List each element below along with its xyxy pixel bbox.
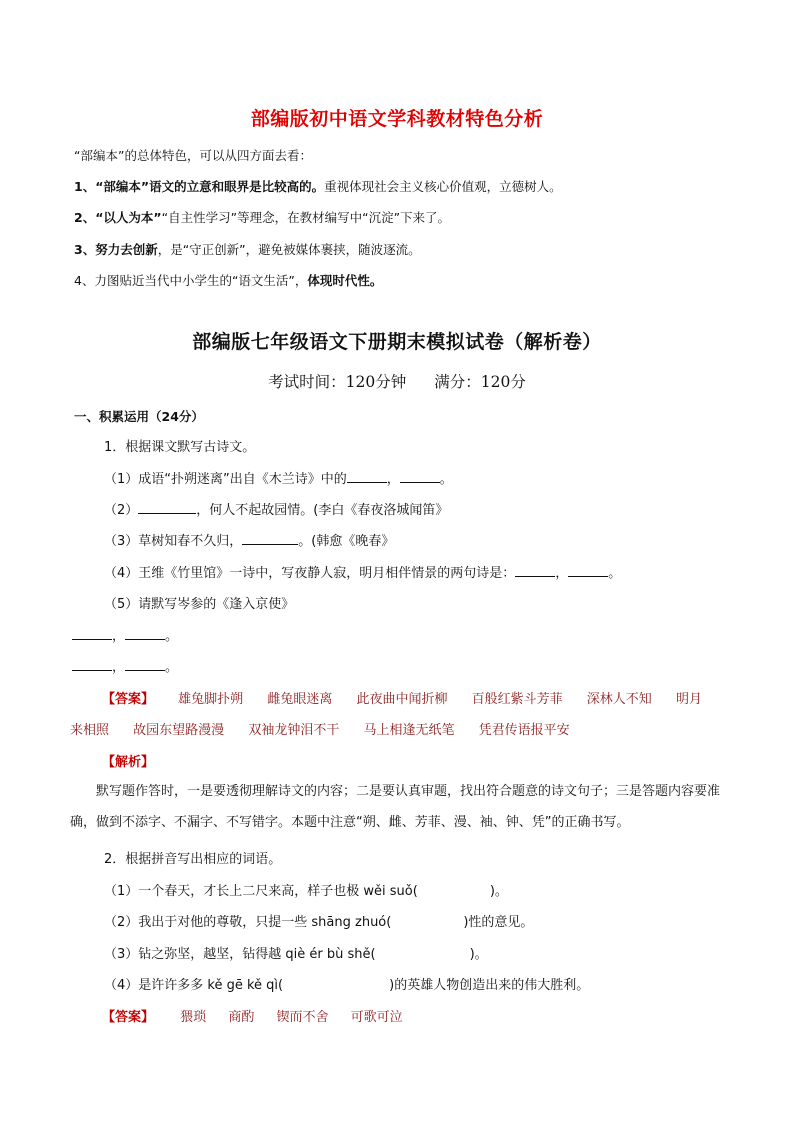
answer-item: 商酌 [228,1010,255,1025]
answer-item: 深林人不知 [586,692,652,707]
point-text: ，是“守正创新”，避免被媒体裹挟，随波逐流。 [157,242,421,257]
sub-text: （1）成语“扑朔迷离”出自《木兰诗》中的 [104,472,347,487]
question-2-sub-1 [104,880,508,899]
answer-tag: 【答案】 [102,692,155,707]
exam-title: 部编版七年级语文下册期末模拟试卷（解析卷） [192,331,602,353]
sub-text: ， [112,660,126,675]
sub-text: 。 [165,629,179,644]
sub-text: )性的意见。 [463,915,534,930]
question-1-analysis: 默写题作答时，一是要透彻理解诗文的内容；二是要认真审题，找出符合题意的诗文句子；三是答题内容要准确，做到不添字、不漏字、不写错字。本题中注意“朔、雌、芳菲、漫、袖、钟、凭”的正确书写。 [70,784,721,830]
sub-text: （4）王维《竹里馆》一诗中，写夜静人寂，明月相伴情景的两句诗是： [104,566,516,581]
sub-text: 。 [439,472,453,487]
sub-text: ， [386,472,400,487]
question-1-stem: 1．根据课文默写古诗文。 [104,440,256,455]
sub-text: （2）我出于对他的尊敬，只提一些 shāng zhuó( [104,915,392,930]
answer-blank [125,658,165,671]
answer-blank [242,532,298,545]
section-heading [74,407,204,425]
question-2-sub-3 [104,943,488,962]
answer-blank [515,564,555,577]
answer-blank [400,470,440,483]
question-2-stem: 2．根据拼音写出相应的词语。 [104,852,282,867]
answer-item: 故园东望路漫漫 [133,723,225,738]
answer-item: 此夜曲中闻折柳 [356,692,448,707]
point-bold: 3、努力去创新 [74,242,158,257]
question-1-answer-cont [70,719,570,738]
question-1-sub-4 [104,562,621,581]
feature-point-2 [74,208,450,226]
sub-text: )的英雄人物创造出来的伟大胜利。 [389,978,590,993]
point-text: 重视体现社会主义核心价值观，立德树人。 [324,179,562,194]
sub-text: （3）钻之弥坚，越坚，钻得越 qiè ér bù shě( [104,947,376,962]
sub-text: ， [555,566,569,581]
point-bold: 体现时代性。 [307,273,383,288]
answer-item: 可歌可泣 [350,1010,403,1025]
answer-blank [347,470,387,483]
sub-text: （2） [104,503,139,518]
question-1-sub-1 [104,468,453,487]
answer-blank [125,627,165,640]
sub-text: ，何人不起故园情。(李白《春夜洛城闻笛》 [196,503,449,518]
question-2-sub-4 [104,974,589,993]
exam-score: 满分：120分 [434,373,526,391]
sub-text: （1）一个春天，才长上二尺来高，样子也极 wěi suǒ( [104,884,418,899]
answer-blank [568,564,608,577]
question-2-answer [102,1006,403,1025]
answer-blank [72,658,112,671]
answer-blank [72,627,112,640]
answer-item: 明月 [675,692,702,707]
intro-text: “部编本”的总体特色，可以从四方面去看： [74,148,312,163]
answer-item: 锲而不舍 [276,1010,329,1025]
answer-item: 百般红紫斗芳菲 [471,692,563,707]
point-text: “自主性学习”等理念，在教材编写中“沉淀”下来了。 [161,210,451,225]
answer-item: 来相照 [70,723,110,738]
point-text: 4、力图贴近当代中小学生的“语文生活”， [74,273,308,288]
question-1-sub-3 [104,530,394,549]
feature-point-3 [74,240,421,258]
blank-line-1 [72,625,178,644]
blank-line-2 [72,656,178,675]
feature-point-4 [74,271,382,289]
feature-point-1 [74,177,562,195]
analysis-tag: 【解析】 [102,755,155,770]
sub-text: （4）是许许多多 kě gē kě qì( [104,978,284,993]
answer-item: 猥琐 [180,1010,207,1025]
sub-text: 。 [165,660,179,675]
sub-text: （3）草树知春不久归， [104,534,243,549]
answer-blank [138,501,196,514]
sub-text: )。 [489,884,508,899]
exam-info [0,370,794,392]
point-bold: 1、“部编本”语文的立意和眼界是比较高的。 [74,179,325,194]
question-1-sub-2 [104,499,448,518]
sub-text: )。 [469,947,488,962]
answer-item: 马上相逢无纸笔 [363,723,455,738]
answer-tag: 【答案】 [102,1010,155,1025]
answer-item: 凭君传语报平安 [478,723,570,738]
sub-text: 。(韩愈《晚春》 [298,534,395,549]
answer-item: 双袖龙钟泪不干 [248,723,340,738]
exam-time: 考试时间：120分钟 [268,373,407,391]
question-1-analysis-tag [102,751,154,770]
sub-text: ， [112,629,126,644]
page-title: 部编版初中语文学科教材特色分析 [250,108,544,130]
question-1-sub-5: （5）请默写岑参的《逢入京使》 [104,597,295,612]
question-1-answer [102,688,702,707]
question-2-sub-2 [104,911,533,930]
sub-text: 。 [608,566,622,581]
answer-item: 雌兔眼迷离 [267,692,333,707]
section-label: 一、积累运用（24分） [74,409,204,424]
answer-item: 雄兔脚扑朔 [178,692,244,707]
point-bold: 2、“以人为本” [74,210,162,225]
